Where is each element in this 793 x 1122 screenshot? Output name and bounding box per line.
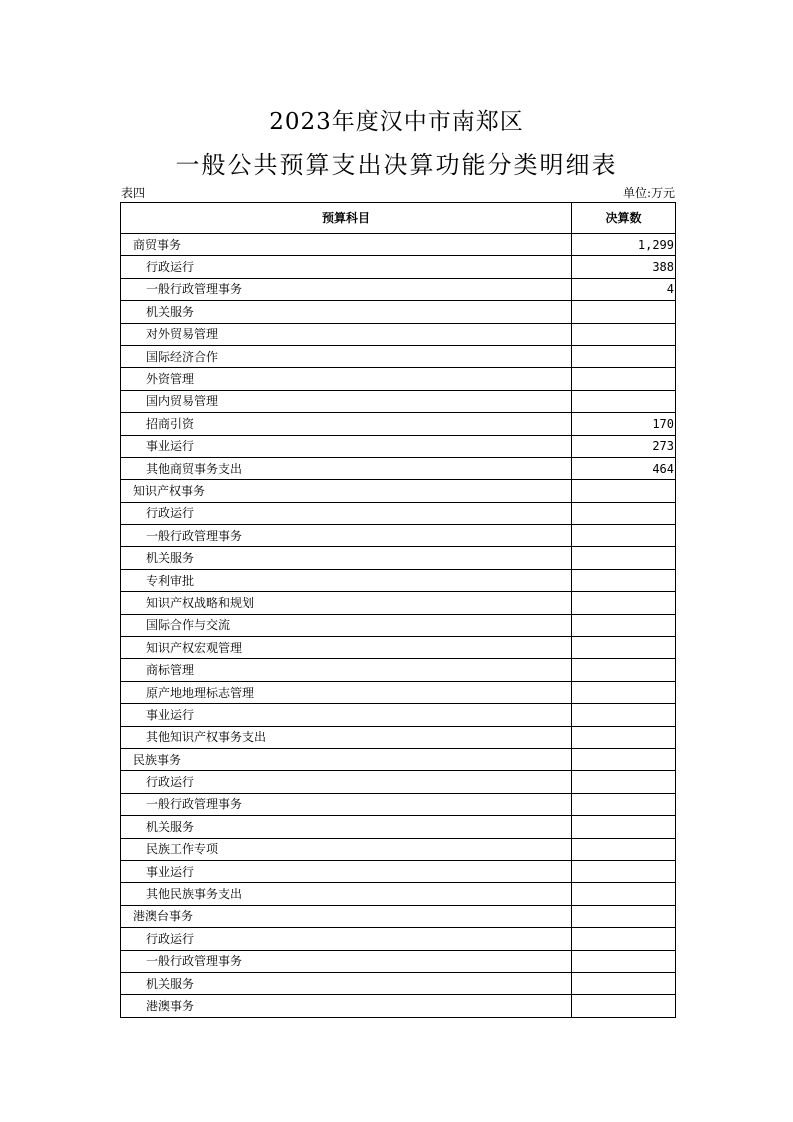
amount-cell (572, 748, 676, 770)
amount-cell (572, 950, 676, 972)
table-row (121, 793, 676, 815)
amount-cell (572, 368, 676, 390)
amount-cell (572, 816, 676, 838)
subcategory-cell: 专利审批 (121, 569, 572, 591)
subcategory-cell: 一般行政管理事务 (121, 278, 572, 300)
subcategory-cell: 其他知识产权事务支出 (121, 726, 572, 748)
subcategory-cell: 机关服务 (121, 301, 572, 323)
amount-cell (572, 323, 676, 345)
amount-cell (572, 614, 676, 636)
column-header-subject: 预算科目 (121, 203, 572, 234)
amount-cell (572, 525, 676, 547)
subcategory-cell: 行政运行 (121, 771, 572, 793)
subcategory-cell: 知识产权宏观管理 (121, 637, 572, 659)
amount-cell (572, 480, 676, 502)
table-row (121, 345, 676, 367)
subcategory-cell: 国际合作与交流 (121, 614, 572, 636)
category-cell: 港澳台事务 (121, 905, 572, 927)
table-row (121, 748, 676, 770)
table-header-row (121, 203, 676, 234)
amount-cell (572, 860, 676, 882)
amount-cell (572, 390, 676, 412)
table-row (121, 323, 676, 345)
amount-cell (572, 301, 676, 323)
table-row (121, 525, 676, 547)
amount-cell (572, 995, 676, 1017)
category-cell: 民族事务 (121, 748, 572, 770)
table-row (121, 413, 676, 435)
subcategory-cell: 事业运行 (121, 860, 572, 882)
subcategory-cell: 行政运行 (121, 256, 572, 278)
table-row (121, 950, 676, 972)
subcategory-cell: 国内贸易管理 (121, 390, 572, 412)
table-row (121, 301, 676, 323)
table-row (121, 972, 676, 994)
amount-cell: 4 (572, 278, 676, 300)
subcategory-cell: 一般行政管理事务 (121, 525, 572, 547)
subcategory-cell: 行政运行 (121, 502, 572, 524)
table-row (121, 457, 676, 479)
amount-cell (572, 838, 676, 860)
table-row (121, 480, 676, 502)
table-body (121, 234, 676, 1018)
amount-cell (572, 547, 676, 569)
table-row (121, 569, 676, 591)
subcategory-cell: 招商引资 (121, 413, 572, 435)
subcategory-cell: 事业运行 (121, 435, 572, 457)
subcategory-cell: 港澳事务 (121, 995, 572, 1017)
subcategory-cell: 事业运行 (121, 704, 572, 726)
amount-cell (572, 569, 676, 591)
unit-label: 单位:万元 (622, 186, 675, 200)
subcategory-cell: 机关服务 (121, 972, 572, 994)
table-row (121, 726, 676, 748)
amount-cell: 170 (572, 413, 676, 435)
table-row (121, 838, 676, 860)
subcategory-cell: 对外贸易管理 (121, 323, 572, 345)
table-row (121, 905, 676, 927)
table-row (121, 390, 676, 412)
amount-cell: 388 (572, 256, 676, 278)
subcategory-cell: 行政运行 (121, 928, 572, 950)
category-cell: 商贸事务 (121, 234, 572, 256)
table-row (121, 860, 676, 882)
subcategory-cell: 其他民族事务支出 (121, 883, 572, 905)
report-title-line2: 一般公共预算支出决算功能分类明细表 (175, 151, 618, 179)
subcategory-cell: 机关服务 (121, 816, 572, 838)
amount-cell: 273 (572, 435, 676, 457)
table-row (121, 256, 676, 278)
amount-cell (572, 905, 676, 927)
table-row (121, 547, 676, 569)
table-row (121, 681, 676, 703)
amount-cell (572, 883, 676, 905)
amount-cell (572, 726, 676, 748)
table-row (121, 502, 676, 524)
table-row (121, 278, 676, 300)
table-row (121, 637, 676, 659)
table-row (121, 234, 676, 256)
table-row (121, 816, 676, 838)
amount-cell (572, 793, 676, 815)
amount-cell (572, 637, 676, 659)
subcategory-cell: 原产地地理标志管理 (121, 681, 572, 703)
table-row (121, 614, 676, 636)
subcategory-cell: 国际经济合作 (121, 345, 572, 367)
amount-cell: 464 (572, 457, 676, 479)
amount-cell (572, 771, 676, 793)
amount-cell (572, 592, 676, 614)
amount-cell: 1,299 (572, 234, 676, 256)
subcategory-cell: 一般行政管理事务 (121, 793, 572, 815)
report-title-line1: 2023年度汉中市南郑区 (269, 109, 524, 135)
amount-cell (572, 502, 676, 524)
table-row (121, 659, 676, 681)
table-row (121, 883, 676, 905)
subcategory-cell: 一般行政管理事务 (121, 950, 572, 972)
expenditure-table (120, 202, 676, 1018)
column-header-amount: 决算数 (572, 203, 676, 234)
table-row (121, 435, 676, 457)
table-row (121, 995, 676, 1017)
table-number: 表四 (121, 186, 146, 200)
subcategory-cell: 民族工作专项 (121, 838, 572, 860)
amount-cell (572, 659, 676, 681)
category-cell: 知识产权事务 (121, 480, 572, 502)
amount-cell (572, 345, 676, 367)
subcategory-cell: 知识产权战略和规划 (121, 592, 572, 614)
amount-cell (572, 972, 676, 994)
table-row (121, 771, 676, 793)
table-row (121, 592, 676, 614)
table-row (121, 368, 676, 390)
amount-cell (572, 928, 676, 950)
subcategory-cell: 机关服务 (121, 547, 572, 569)
subcategory-cell: 其他商贸事务支出 (121, 457, 572, 479)
table-row (121, 928, 676, 950)
table-row (121, 704, 676, 726)
amount-cell (572, 704, 676, 726)
subcategory-cell: 外资管理 (121, 368, 572, 390)
amount-cell (572, 681, 676, 703)
subcategory-cell: 商标管理 (121, 659, 572, 681)
